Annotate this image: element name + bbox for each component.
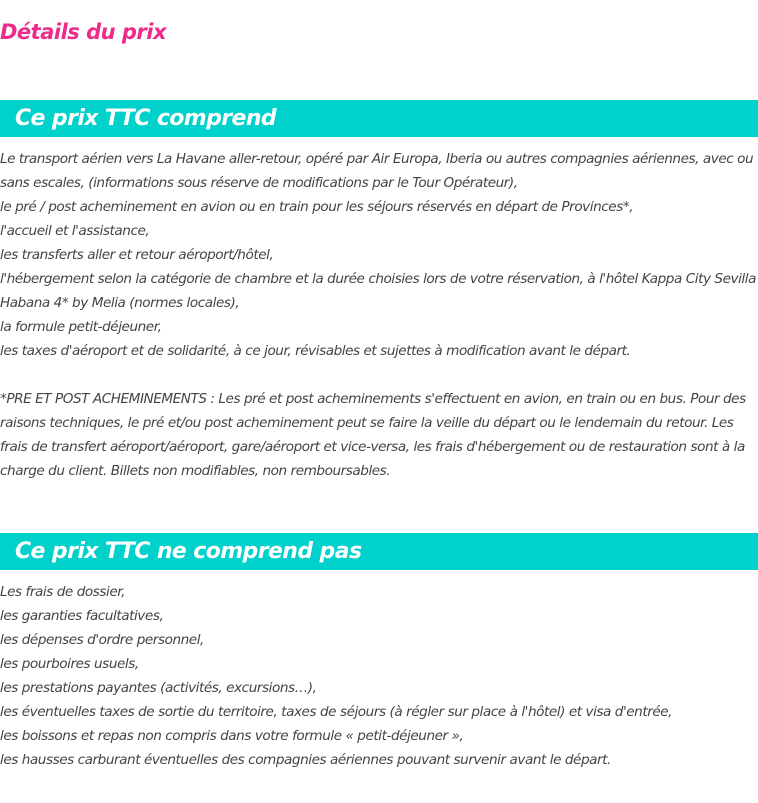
included-item: la formule petit-déjeuner, [0, 319, 162, 335]
excluded-item: les hausses carburant éventuelles des compagnies aériennes pouvant survenir avant le départ. [0, 752, 611, 768]
excluded-item: les prestations payantes (activités, excursions…), [0, 680, 317, 696]
excluded-list [0, 580, 758, 772]
excluded-item: les éventuelles taxes de sortie du territoire, taxes de séjours (à régler sur place à l'hôtel) et visa d'entrée, [0, 704, 673, 720]
included-list [0, 147, 758, 483]
page-title: Détails du prix [0, 20, 167, 44]
included-item: l'hébergement selon la catégorie de chambre et la durée choisies lors de votre réservation, à l'hôtel Kappa City Sevilla Habana 4* by Melia (normes locales), [0, 271, 756, 311]
included-section-header [0, 100, 758, 137]
excluded-item: Les frais de dossier, [0, 584, 126, 600]
pre-post-note: *PRE ET POST ACHEMINEMENTS : Les pré et post acheminements s'effectuent en avion, en train ou en bus. Pour des raisons techniques, le pré et/ou post acheminement peut se faire la veille du départ ou le lendemain du retour. Les frais de transfert aéroport/aéroport, gare/aéroport et vice-versa, les frais d'hébergement ou de restauration sont à la charge du client. Billets non modifiables, non remboursables. [0, 391, 746, 479]
spacer [0, 363, 758, 387]
included-item: Le transport aérien vers La Havane aller-retour, opéré par Air Europa, Iberia ou autres compagnies aériennes, avec ou sans escales, (informations sous réserve de modifications par le Tour Opérateur), [0, 151, 754, 191]
included-item: l'accueil et l'assistance, [0, 223, 150, 239]
excluded-item: les garanties facultatives, [0, 608, 164, 624]
excluded-item: les dépenses d'ordre personnel, [0, 632, 204, 648]
excluded-item: les pourboires usuels, [0, 656, 139, 672]
included-item: le pré / post acheminement en avion ou en train pour les séjours réservés en départ de Provinces*, [0, 199, 634, 215]
included-heading: Ce prix TTC comprend [15, 106, 277, 131]
excluded-section-header [0, 533, 758, 570]
excluded-heading: Ce prix TTC ne comprend pas [15, 539, 362, 564]
excluded-item: les boissons et repas non compris dans votre formule « petit-déjeuner », [0, 728, 464, 744]
included-item: les transferts aller et retour aéroport/hôtel, [0, 247, 274, 263]
included-item: les taxes d'aéroport et de solidarité, à ce jour, révisables et sujettes à modification avant le départ. [0, 343, 631, 359]
